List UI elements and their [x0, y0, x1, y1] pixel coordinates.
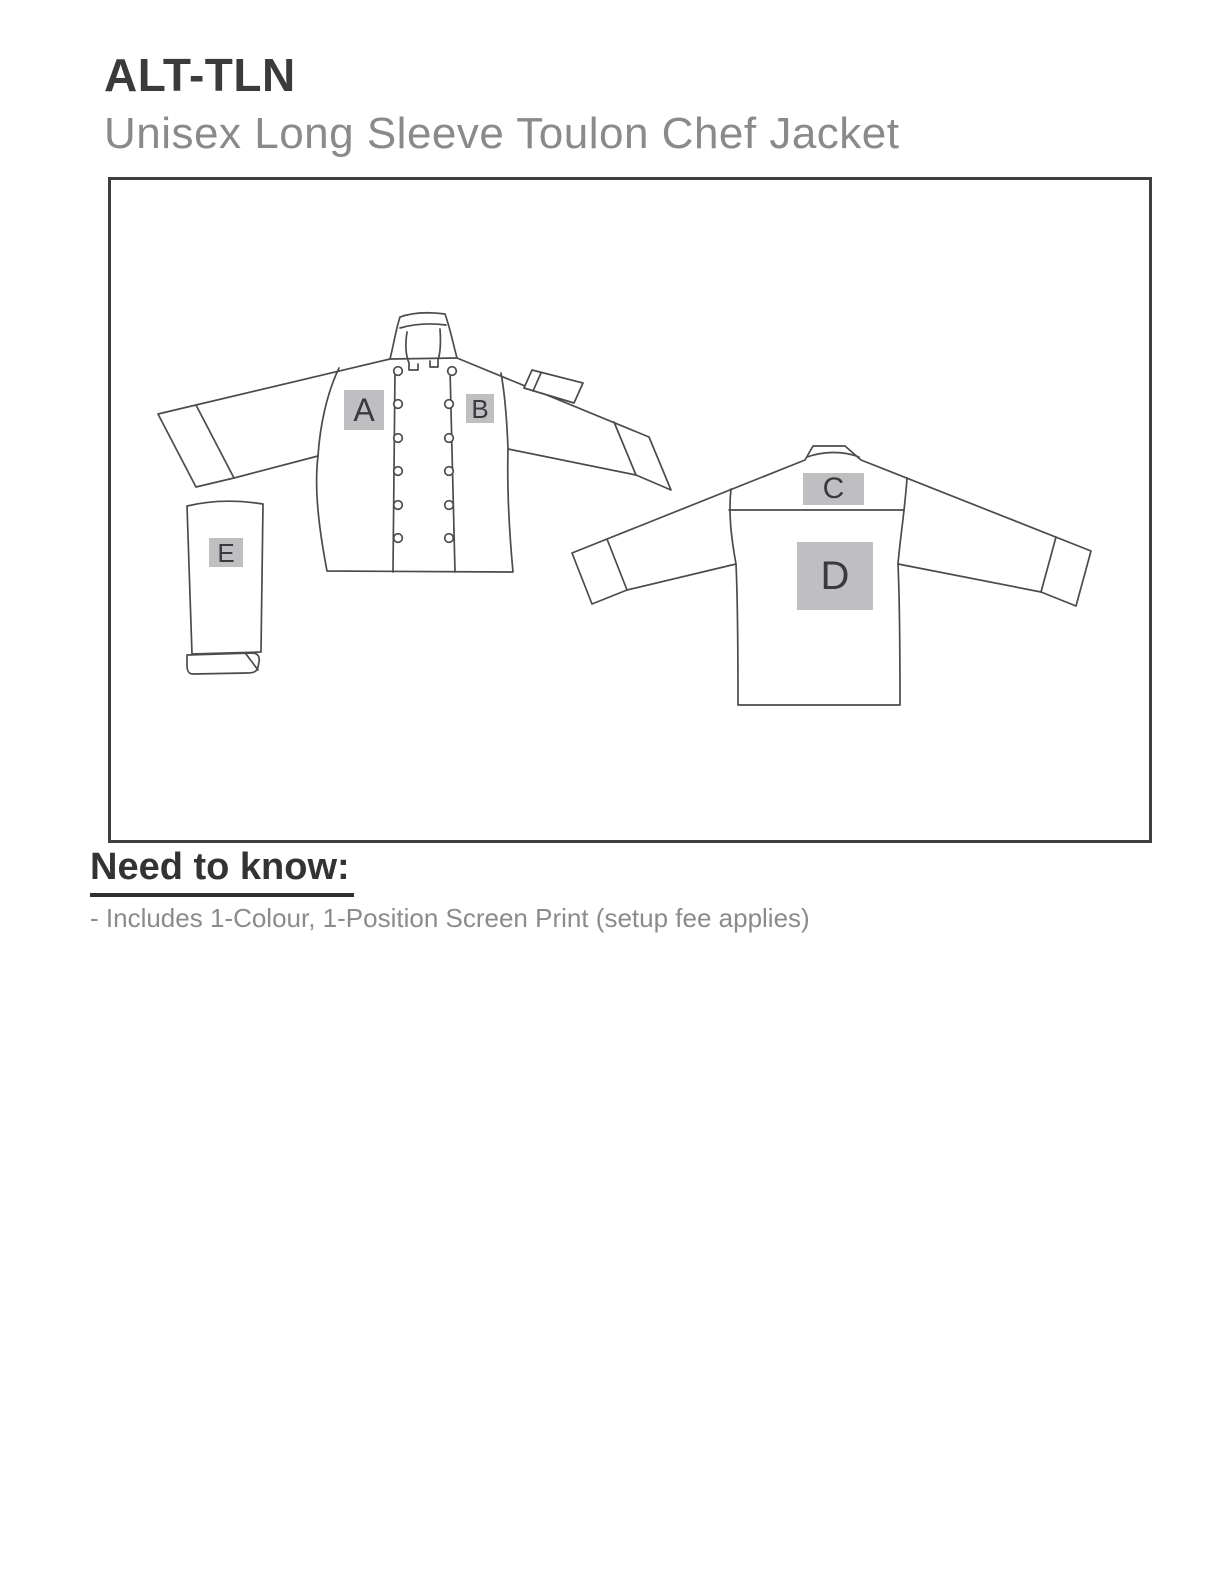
diagram-canvas — [108, 177, 1152, 843]
print-position-marker-a: A — [344, 390, 384, 430]
sleeve-piece-panel — [187, 501, 263, 654]
print-position-marker-b: B — [466, 394, 494, 423]
product-code-title: ALT-TLN — [104, 49, 296, 101]
button — [445, 501, 454, 510]
print-position-diagram-frame — [108, 177, 1152, 843]
product-name-subtitle: Unisex Long Sleeve Toulon Chef Jacket — [104, 109, 900, 158]
button — [394, 501, 403, 510]
sleeve-piece-drawing — [187, 501, 263, 674]
button — [445, 400, 454, 409]
front-collar-base-line — [390, 358, 457, 359]
button — [394, 434, 403, 443]
button — [448, 367, 457, 376]
button — [445, 467, 454, 476]
button — [394, 467, 403, 476]
button — [394, 367, 403, 376]
button — [394, 534, 403, 543]
garment-diagram — [108, 177, 1152, 843]
button — [394, 400, 403, 409]
button — [445, 434, 454, 443]
print-position-marker-c: C — [803, 473, 864, 505]
need-to-know-heading: Need to know: — [90, 848, 354, 897]
button — [445, 534, 454, 543]
print-position-marker-d: D — [797, 542, 873, 610]
print-position-marker-e: E — [209, 538, 243, 567]
need-to-know-note: - Includes 1-Colour, 1-Position Screen Print (setup fee applies) — [90, 903, 810, 933]
